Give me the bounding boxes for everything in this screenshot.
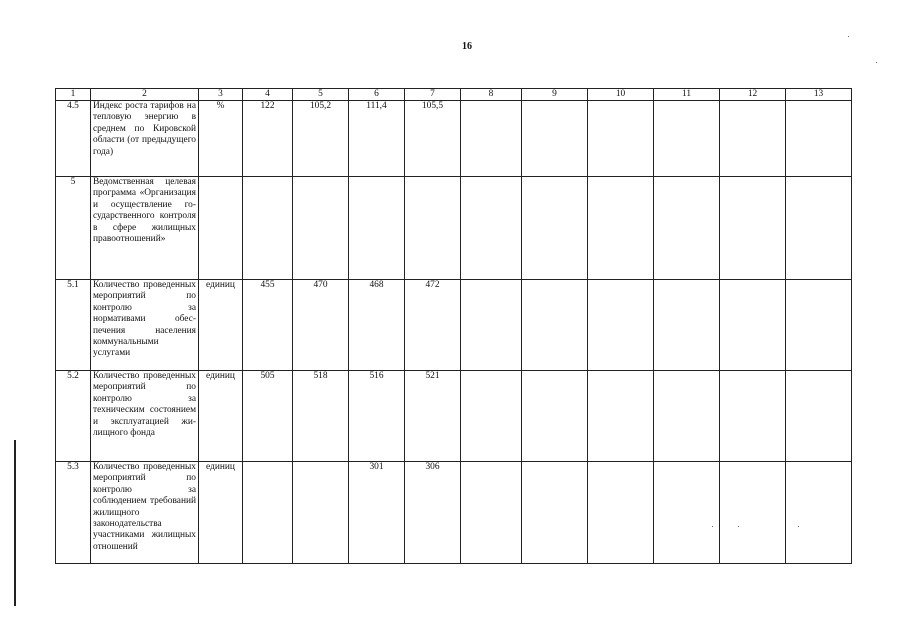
row-number: 5.1: [56, 280, 91, 371]
scan-margin-line: [14, 440, 16, 606]
table-row: [56, 371, 852, 462]
scan-speck: [712, 526, 713, 527]
value-cell-col-7: 105,5: [405, 101, 461, 177]
value-cell-col-13: [786, 371, 852, 462]
indicator-name: Индекс роста тарифов на тепловую энергию в среднем по Кировской области (от предыдущего года): [91, 101, 199, 177]
table-header: [56, 89, 852, 101]
value-cell-col-11: [654, 371, 720, 462]
indicator-name: Количество проведенных мероприятий по контролю за соблюдением требований жилищного законодательства участниками жилищных отношений: [91, 462, 199, 564]
value-cell-col-6: 468: [349, 280, 405, 371]
value-cell-col-7: 306: [405, 462, 461, 564]
value-cell-col-13: [786, 462, 852, 564]
indicator-name: Количество проведенных мероприятий по контролю за нормативами обеспечения населения коммунальными услугами: [91, 280, 199, 371]
unit-cell: единиц: [199, 462, 243, 564]
column-header-4: 4: [243, 89, 293, 101]
value-cell-col-12: [720, 177, 786, 280]
value-cell-col-12: [720, 462, 786, 564]
column-header-13: 13: [786, 89, 852, 101]
value-cell-col-4: 122: [243, 101, 293, 177]
value-cell-col-6: 301: [349, 462, 405, 564]
value-cell-col-8: [461, 101, 522, 177]
value-cell-col-8: [461, 177, 522, 280]
value-cell-col-10: [588, 177, 654, 280]
value-cell-col-7: [405, 177, 461, 280]
unit-cell: %: [199, 101, 243, 177]
value-cell-col-12: [720, 280, 786, 371]
row-number: 5.3: [56, 462, 91, 564]
value-cell-col-4: [243, 462, 293, 564]
unit-cell: единиц: [199, 371, 243, 462]
value-cell-col-12: [720, 371, 786, 462]
value-cell-col-7: 521: [405, 371, 461, 462]
scan-speck: [798, 526, 799, 527]
value-cell-col-10: [588, 462, 654, 564]
value-cell-col-11: [654, 177, 720, 280]
column-header-11: 11: [654, 89, 720, 101]
value-cell-col-13: [786, 177, 852, 280]
row-number: 4.5: [56, 101, 91, 177]
value-cell-col-4: 505: [243, 371, 293, 462]
header-row: [56, 89, 852, 101]
value-cell-col-6: 111,4: [349, 101, 405, 177]
table-row: [56, 462, 852, 564]
value-cell-col-11: [654, 101, 720, 177]
value-cell-col-5: 105,2: [293, 101, 349, 177]
value-cell-col-12: [720, 101, 786, 177]
value-cell-col-9: [522, 280, 588, 371]
column-header-6: 6: [349, 89, 405, 101]
row-number: 5: [56, 177, 91, 280]
value-cell-col-6: 516: [349, 371, 405, 462]
value-cell-col-8: [461, 462, 522, 564]
column-header-3: 3: [199, 89, 243, 101]
indicator-name: Ведомственная целевая программа «Организация и осуществление государственного контроля в сфере жилищных правоотношений»: [91, 177, 199, 280]
value-cell-col-11: [654, 280, 720, 371]
indicators-table: [55, 88, 852, 564]
column-header-9: 9: [522, 89, 588, 101]
value-cell-col-5: 470: [293, 280, 349, 371]
value-cell-col-9: [522, 371, 588, 462]
table-row: [56, 101, 852, 177]
value-cell-col-10: [588, 280, 654, 371]
value-cell-col-13: [786, 101, 852, 177]
scan-speck: [876, 62, 877, 63]
value-cell-col-13: [786, 280, 852, 371]
column-header-12: 12: [720, 89, 786, 101]
value-cell-col-5: [293, 462, 349, 564]
value-cell-col-11: [654, 462, 720, 564]
page-number: 16: [462, 41, 472, 52]
value-cell-col-5: [293, 177, 349, 280]
value-cell-col-5: 518: [293, 371, 349, 462]
column-header-5: 5: [293, 89, 349, 101]
scan-speck: [848, 36, 849, 37]
unit-cell: [199, 177, 243, 280]
value-cell-col-4: [243, 177, 293, 280]
value-cell-col-6: [349, 177, 405, 280]
table-row: [56, 280, 852, 371]
value-cell-col-10: [588, 371, 654, 462]
column-header-10: 10: [588, 89, 654, 101]
column-header-1: 1: [56, 89, 91, 101]
column-header-8: 8: [461, 89, 522, 101]
value-cell-col-9: [522, 177, 588, 280]
value-cell-col-10: [588, 101, 654, 177]
value-cell-col-8: [461, 280, 522, 371]
value-cell-col-4: 455: [243, 280, 293, 371]
scan-speck: [738, 526, 739, 527]
column-header-2: 2: [91, 89, 199, 101]
value-cell-col-9: [522, 462, 588, 564]
row-number: 5.2: [56, 371, 91, 462]
value-cell-col-7: 472: [405, 280, 461, 371]
table-body: [56, 101, 852, 564]
column-header-7: 7: [405, 89, 461, 101]
indicator-name: Количество проведенных мероприятий по контролю за техническим состоянием и эксплуатацией жилищного фонда: [91, 371, 199, 462]
value-cell-col-8: [461, 371, 522, 462]
value-cell-col-9: [522, 101, 588, 177]
unit-cell: единиц: [199, 280, 243, 371]
table-row: [56, 177, 852, 280]
